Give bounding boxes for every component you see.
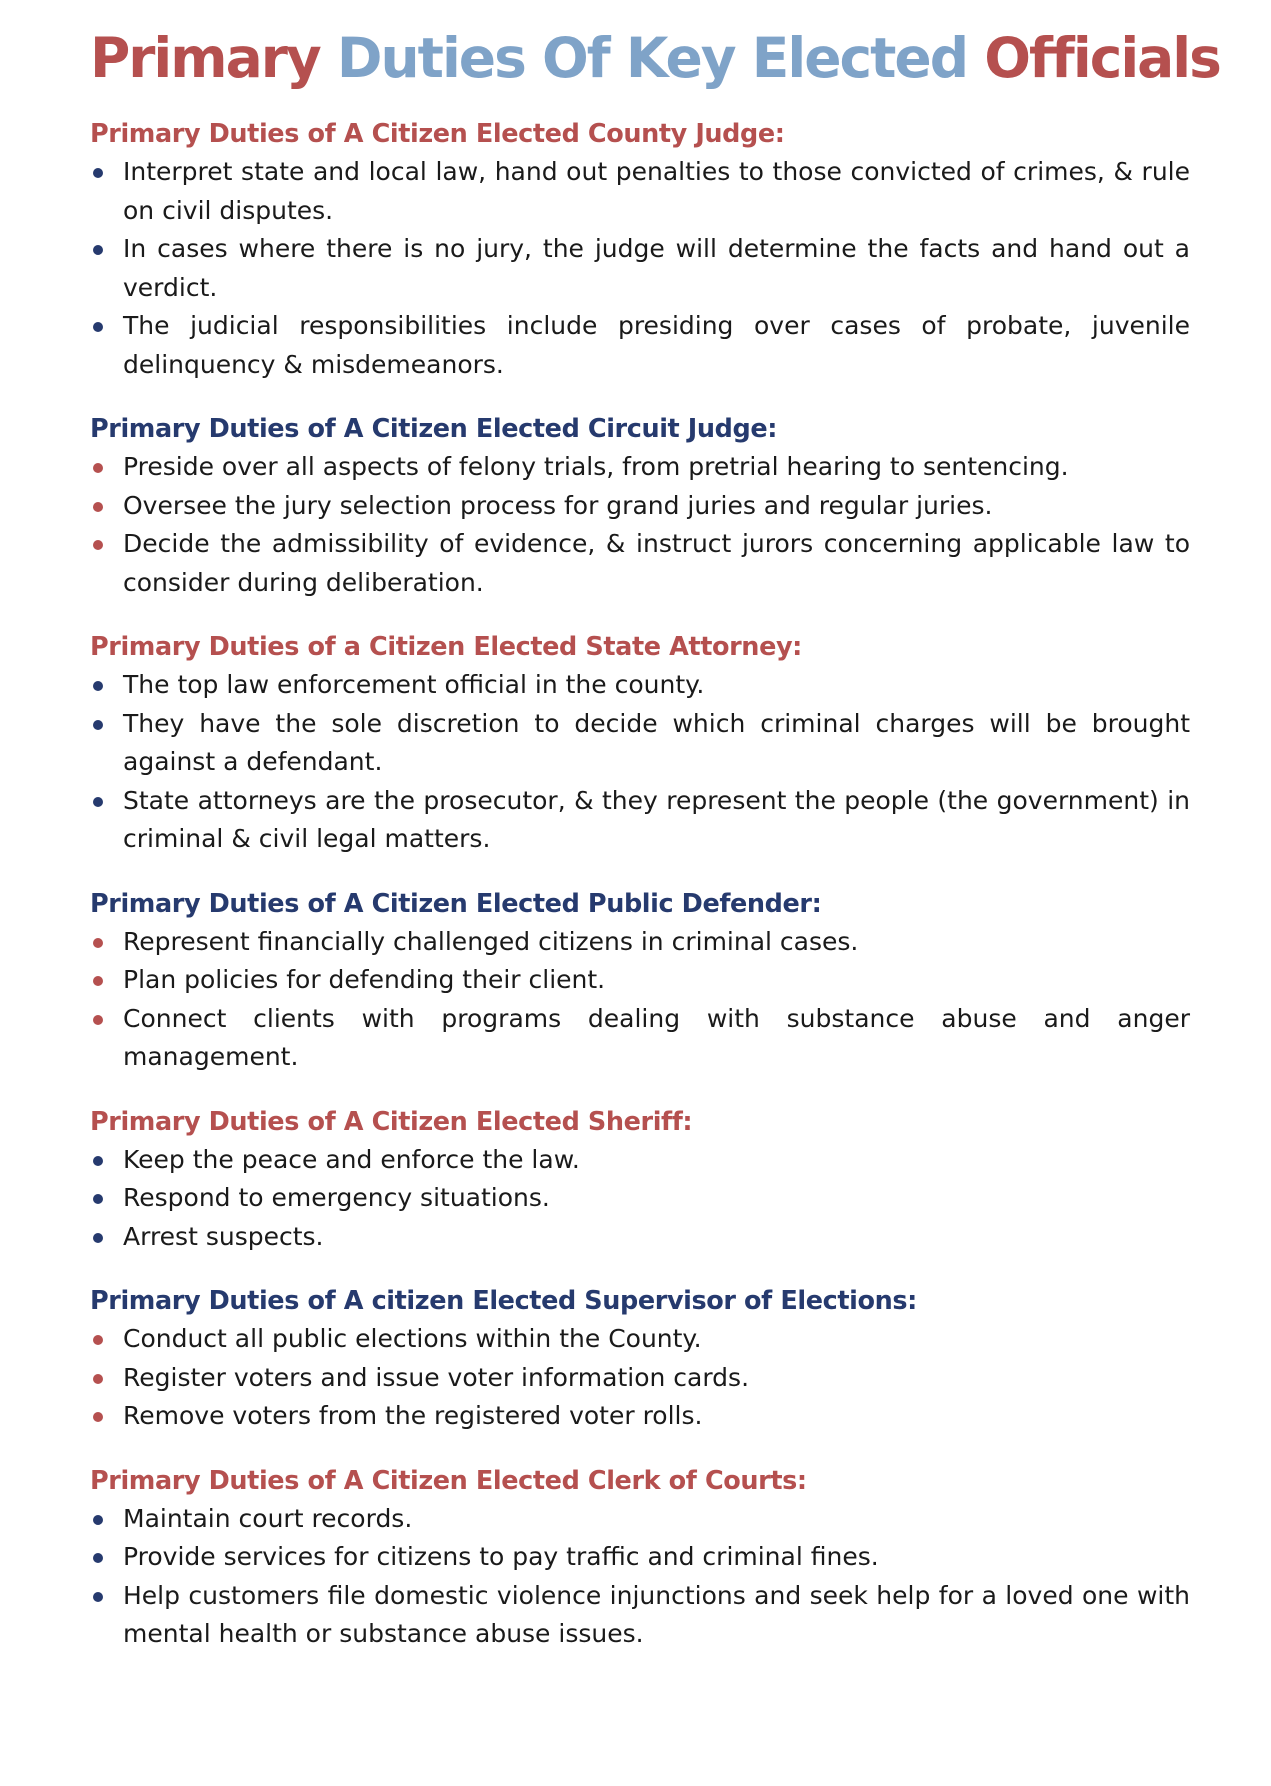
list-item [90, 1179, 1190, 1218]
list-item-text: Preside over all aspects of felony trials, from pretrial hearing to sentencing. [123, 452, 1069, 481]
section-circuit-judge [90, 411, 1190, 602]
bullet-icon [93, 245, 103, 255]
section-heading: Primary Duties of A Citizen Elected Clerk of Courts: [90, 1465, 807, 1496]
list-item-text: Respond to emergency situations. [123, 1183, 550, 1212]
section-heading: Primary Duties of a Citizen Elected State Attorney: [90, 632, 802, 662]
list-item [90, 1000, 1190, 1077]
bullet-icon [93, 681, 103, 691]
list-item-text: Connect clients with programs dealing with substance abuse and anger management. [123, 1003, 1190, 1071]
duties-list [90, 1141, 1190, 1257]
section-supervisor-of-elections [90, 1283, 1190, 1436]
bullet-icon [93, 1194, 103, 1204]
list-item-text: In cases where there is no jury, the judge will determine the facts and hand out a verdict. [123, 234, 1190, 302]
list-item-text: Remove voters from the registered voter rolls. [123, 1401, 703, 1430]
bullet-icon [93, 1592, 103, 1602]
bullet-icon [93, 976, 103, 986]
duties-list [90, 448, 1190, 602]
list-item [90, 1141, 1190, 1180]
list-item [90, 307, 1190, 384]
list-item [90, 525, 1190, 602]
list-item [90, 782, 1190, 859]
section-state-attorney [90, 629, 1190, 859]
section-heading: Primary Duties of A citizen Elected Supervisor of Elections: [90, 1286, 917, 1316]
list-item [90, 1577, 1190, 1654]
bullet-icon [93, 168, 103, 178]
bullet-icon [93, 1374, 103, 1384]
page-title [90, 22, 1220, 94]
bullet-icon [93, 1515, 103, 1525]
bullet-icon [93, 1335, 103, 1345]
list-item [90, 1538, 1190, 1577]
list-item [90, 487, 1190, 526]
list-item [90, 230, 1190, 307]
section-county-judge [90, 116, 1190, 384]
title-word-primary: Primary [90, 26, 320, 90]
duties-list [90, 1500, 1190, 1654]
list-item-text: Arrest suspects. [123, 1221, 324, 1251]
list-item [90, 666, 1190, 705]
duties-list [90, 923, 1190, 1077]
list-item-text: Conduct all public elections within the County. [123, 1324, 702, 1353]
duties-list [90, 666, 1190, 859]
list-item-text: Maintain court records. [123, 1503, 413, 1533]
list-item-text: Help customers file domestic violence injunctions and seek help for a loved one with mental health or substance abuse issues. [123, 1580, 1190, 1648]
bullet-icon [93, 1156, 103, 1166]
bullet-icon [93, 540, 103, 550]
list-item-text: The top law enforcement official in the county. [123, 670, 705, 699]
bullet-icon [93, 938, 103, 948]
title-words-of-key-elected: Of Key Elected [542, 26, 968, 90]
section-heading: Primary Duties of A Citizen Elected Sheriff: [90, 1106, 693, 1137]
list-item-text: Interpret state and local law, hand out penalties to those convicted of crimes, & rule on civil disputes. [123, 157, 1190, 225]
title-word-officials: Officials [984, 26, 1220, 90]
title-word-duties: Duties [336, 26, 525, 90]
list-item-text: Register voters and issue voter information cards. [123, 1362, 750, 1392]
list-item [90, 923, 1190, 962]
duties-list [90, 153, 1190, 384]
list-item [90, 1359, 1190, 1398]
bullet-icon [93, 463, 103, 473]
list-item-text: Represent financially challenged citizens in criminal cases. [123, 926, 859, 956]
list-item-text: Plan policies for defending their client. [123, 965, 606, 994]
duties-list [90, 1320, 1190, 1436]
document-page [90, 22, 1220, 1681]
list-item-text: Keep the peace and enforce the law. [123, 1144, 580, 1174]
list-item [90, 961, 1190, 1000]
section-clerk-of-courts [90, 1463, 1190, 1654]
list-item [90, 1218, 1190, 1257]
bullet-icon [93, 720, 103, 730]
list-item-text: Oversee the jury selection process for grand juries and regular juries. [123, 490, 993, 520]
bullet-icon [93, 322, 103, 332]
bullet-icon [93, 1553, 103, 1563]
bullet-icon [93, 1015, 103, 1025]
section-heading: Primary Duties of A Citizen Elected Public Defender: [90, 888, 822, 919]
list-item [90, 1397, 1190, 1436]
list-item-text: Provide services for citizens to pay traffic and criminal fines. [123, 1542, 879, 1571]
list-item-text: They have the sole discretion to decide which criminal charges will be brought against a defendant. [123, 708, 1190, 776]
list-item [90, 448, 1190, 487]
bullet-icon [93, 797, 103, 807]
list-item [90, 1500, 1190, 1539]
list-item-text: Decide the admissibility of evidence, & instruct jurors concerning applicable law to consider during deliberation. [123, 529, 1190, 597]
list-item-text: The judicial responsibilities include presiding over cases of probate, juvenile delinquency & misdemeanors. [123, 311, 1190, 379]
bullet-icon [93, 1233, 103, 1243]
section-public-defender [90, 886, 1190, 1077]
section-sheriff [90, 1104, 1190, 1257]
list-item [90, 153, 1190, 230]
bullet-icon [93, 502, 103, 512]
list-item-text: State attorneys are the prosecutor, & they represent the people (the government) in criminal & civil legal matters. [123, 785, 1190, 853]
bullet-icon [93, 1412, 103, 1422]
list-item [90, 705, 1190, 782]
list-item [90, 1320, 1190, 1359]
section-heading: Primary Duties of A Citizen Elected Circuit Judge: [90, 414, 778, 444]
section-heading: Primary Duties of A Citizen Elected County Judge: [90, 119, 785, 149]
